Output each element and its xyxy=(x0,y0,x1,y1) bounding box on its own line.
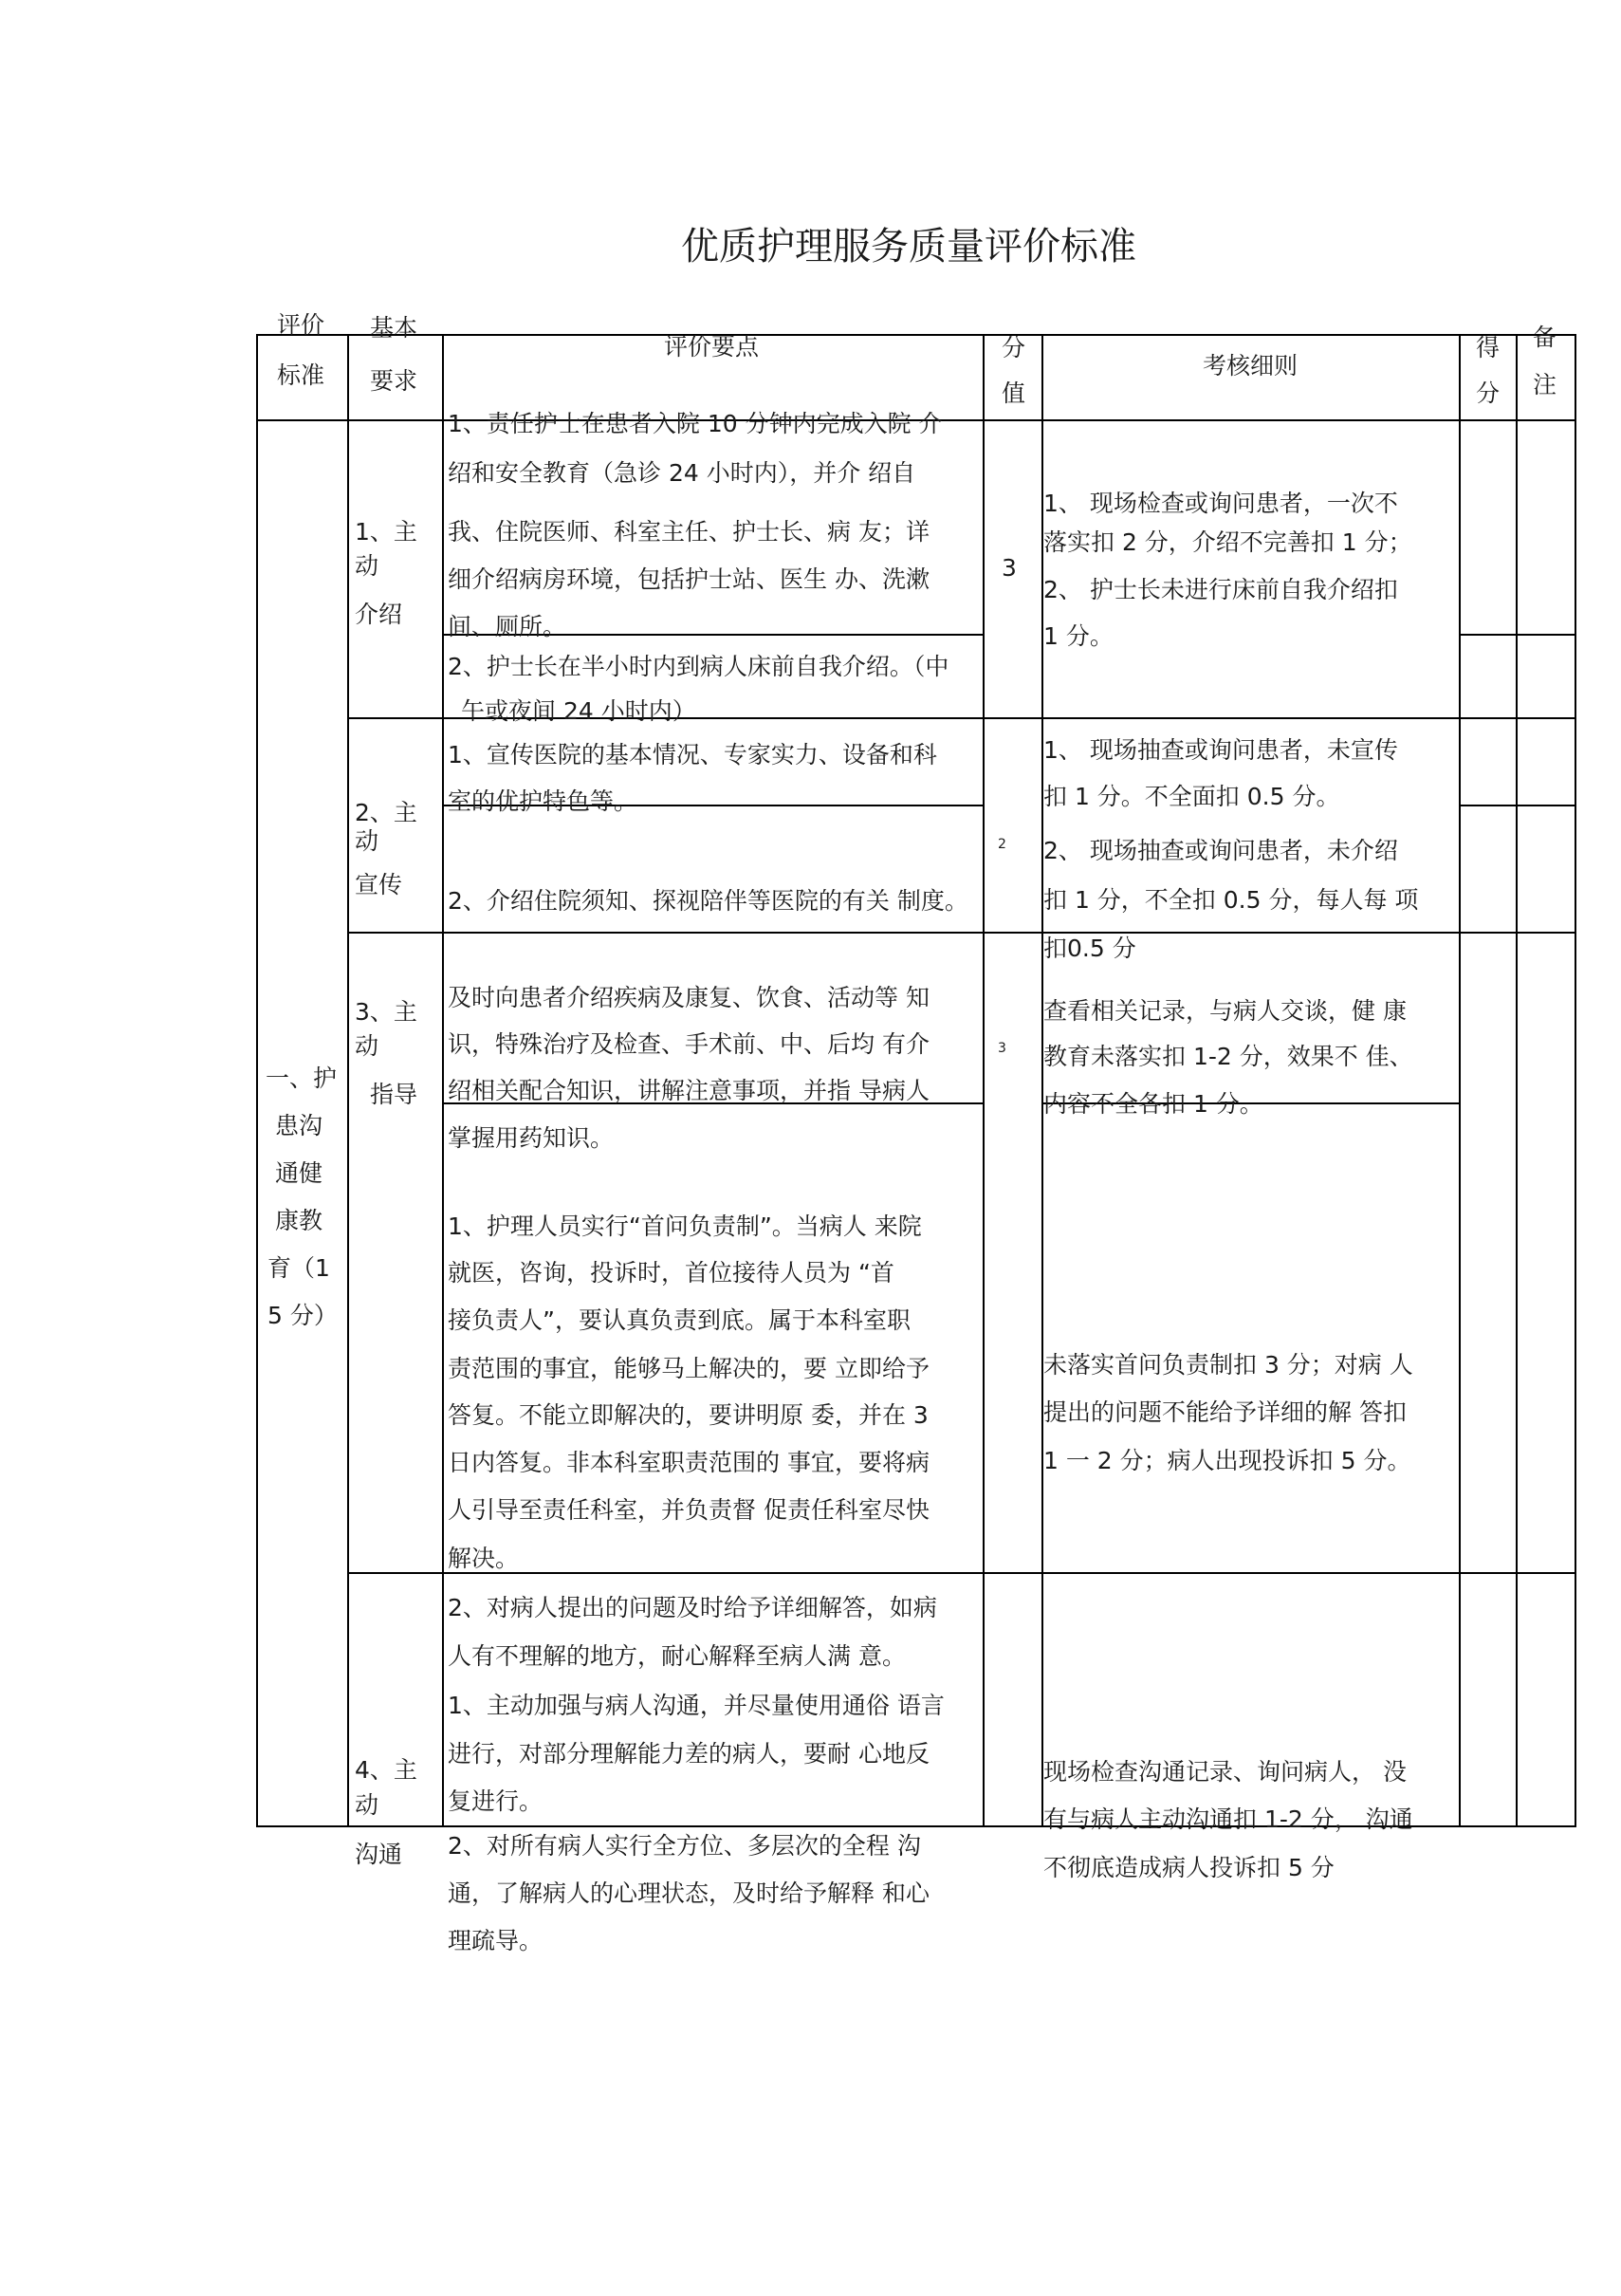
point-line: 2、介绍住院须知、探视陪伴等医院的有关 制度。 xyxy=(448,887,968,915)
header-points: 评价要点 xyxy=(664,333,760,361)
category-line: 通健 xyxy=(275,1159,323,1187)
score-value: 3 xyxy=(998,1041,1006,1056)
point-line: 就医，咨询，投诉时，首位接待人员为 “首 xyxy=(448,1259,894,1287)
detail-line: 扣 1 分。不全面扣 0.5 分。 xyxy=(1043,783,1340,810)
detail-line: 1、 现场检查或询问患者，一次不 xyxy=(1043,490,1398,517)
header-got-2: 分 xyxy=(1476,380,1501,407)
point-line: 解决。 xyxy=(448,1545,520,1572)
category-line: 患沟 xyxy=(275,1112,323,1139)
header-basic-1: 基本 xyxy=(370,314,418,342)
point-line: 1、护理人员实行“首问负责制”。当病人 来院 xyxy=(448,1213,922,1240)
detail-line: 不彻底造成病人投诉扣 5 分 xyxy=(1043,1854,1335,1881)
requirement-line: 动 xyxy=(355,1032,379,1060)
requirement-line: 动 xyxy=(355,1791,379,1819)
detail-line: 2、 护士长未进行床前自我介绍扣 xyxy=(1043,576,1398,603)
header-standard-2: 标准 xyxy=(277,361,325,389)
requirement-line: 1、主 xyxy=(355,518,417,546)
point-line: 绍和安全教育（急诊 24 小时内），并介 绍自 xyxy=(448,459,916,487)
detail-line: 1 分。 xyxy=(1043,622,1114,650)
header-got-1: 得 xyxy=(1476,334,1501,361)
detail-line: 查看相关记录，与病人交谈，健 康 xyxy=(1043,997,1407,1025)
category-line: 5 分） xyxy=(267,1302,338,1329)
category-line: 育（1 xyxy=(267,1254,330,1282)
point-line: 答复。不能立即解决的，要讲明原 委，并在 3 xyxy=(448,1401,929,1429)
page-title: 优质护理服务质量评价标准 xyxy=(681,225,1136,268)
requirement-line: 沟通 xyxy=(355,1841,403,1868)
detail-line: 落实扣 2 分，介绍不完善扣 1 分； xyxy=(1043,528,1412,556)
category-line: 一、护 xyxy=(266,1065,338,1092)
header-detail: 考核细则 xyxy=(1203,352,1299,380)
detail-line: 未落实首问负责制扣 3 分；对病 人 xyxy=(1043,1351,1413,1379)
point-line: 午或夜间 24 小时内） xyxy=(461,697,696,725)
point-line: 我、住院医师、科室主任、护士长、病 友；详 xyxy=(448,518,930,546)
detail-line: 教育未落实扣 1-2 分，效果不 佳、 xyxy=(1043,1043,1413,1070)
requirement-line: 宣传 xyxy=(355,871,403,898)
detail-line: 1 一 2 分；病人出现投诉扣 5 分。 xyxy=(1043,1447,1411,1474)
requirement-line: 介绍 xyxy=(355,601,403,628)
point-line: 1、宣传医院的基本情况、专家实力、设备和科 xyxy=(448,741,937,768)
point-line: 2、对所有病人实行全方位、多层次的全程 沟 xyxy=(448,1832,921,1860)
requirement-line: 动 xyxy=(355,827,379,855)
requirement-line: 3、主 xyxy=(355,998,417,1026)
point-line: 进行，对部分理解能力差的病人，要耐 心地反 xyxy=(448,1740,930,1768)
requirement-line: 指导 xyxy=(370,1081,418,1108)
detail-line: 1、 现场抽查或询问患者，未宣传 xyxy=(1043,736,1398,764)
detail-line: 现场检查沟通记录、询问病人， 没 xyxy=(1043,1758,1407,1786)
header-score-2: 值 xyxy=(1002,380,1026,407)
point-line: 日内答复。非本科室职责范围的 事宜，要将病 xyxy=(448,1449,930,1476)
point-line: 复进行。 xyxy=(448,1787,543,1815)
point-line: 2、护士长在半小时内到病人床前自我介绍。（中 xyxy=(448,653,949,680)
point-line: 识，特殊治疗及检查、手术前、中、后均 有介 xyxy=(448,1030,930,1058)
point-line: 1、主动加强与病人沟通，并尽量使用通俗 语言 xyxy=(448,1692,945,1719)
point-line: 接负责人”，要认真负责到底。属于本科室职 xyxy=(448,1306,911,1334)
requirement-line: 4、主 xyxy=(355,1756,417,1784)
point-line: 掌握用药知识。 xyxy=(448,1124,615,1152)
point-line: 室的优护特色等。 xyxy=(448,787,638,815)
header-standard-1: 评价 xyxy=(277,311,325,339)
point-line: 间、厕所。 xyxy=(448,613,567,640)
point-line: 理疏导。 xyxy=(448,1927,543,1954)
detail-line: 扣0.5 分 xyxy=(1043,935,1136,962)
category-line: 康教 xyxy=(275,1207,323,1234)
point-line: 责范围的事宜，能够马上解决的，要 立即给予 xyxy=(448,1355,930,1382)
detail-line: 提出的问题不能给予详细的解 答扣 xyxy=(1043,1398,1407,1426)
point-line: 人引导至责任科室，并负责督 促责任科室尽快 xyxy=(448,1496,930,1524)
requirement-line: 动 xyxy=(355,552,379,580)
detail-line: 扣 1 分，不全扣 0.5 分，每人每 项 xyxy=(1043,886,1419,914)
header-basic-2: 要求 xyxy=(370,367,418,395)
requirement-line: 2、主 xyxy=(355,799,417,826)
point-line: 2、对病人提出的问题及时给予详细解答，如病 xyxy=(448,1594,937,1621)
point-line: 及时向患者介绍疾病及康复、饮食、活动等 知 xyxy=(448,984,930,1011)
detail-line: 内容不全各扣 1 分。 xyxy=(1043,1090,1263,1118)
detail-line: 有与病人主动沟通扣 1-2 分， 沟通 xyxy=(1043,1805,1413,1833)
point-line: 通，了解病人的心理状态，及时给予解释 和心 xyxy=(448,1879,930,1907)
header-remark-1: 备 xyxy=(1533,324,1557,351)
header-score-1: 分 xyxy=(1002,334,1026,361)
point-line: 细介绍病房环境，包括护士站、医生 办、洗漱 xyxy=(448,565,930,593)
point-line: 人有不理解的地方，耐心解释至病人满 意。 xyxy=(448,1642,906,1670)
score-value: 2 xyxy=(998,837,1006,852)
point-line: 绍相关配合知识，讲解注意事项，并指 导病人 xyxy=(448,1077,930,1104)
detail-line: 2、 现场抽查或询问患者，未介绍 xyxy=(1043,837,1398,864)
header-remark-2: 注 xyxy=(1533,371,1557,398)
score-value: 3 xyxy=(1002,554,1017,582)
point-line: 1、责任护士在患者入院 10 分钟内完成入院 介 xyxy=(448,410,943,437)
